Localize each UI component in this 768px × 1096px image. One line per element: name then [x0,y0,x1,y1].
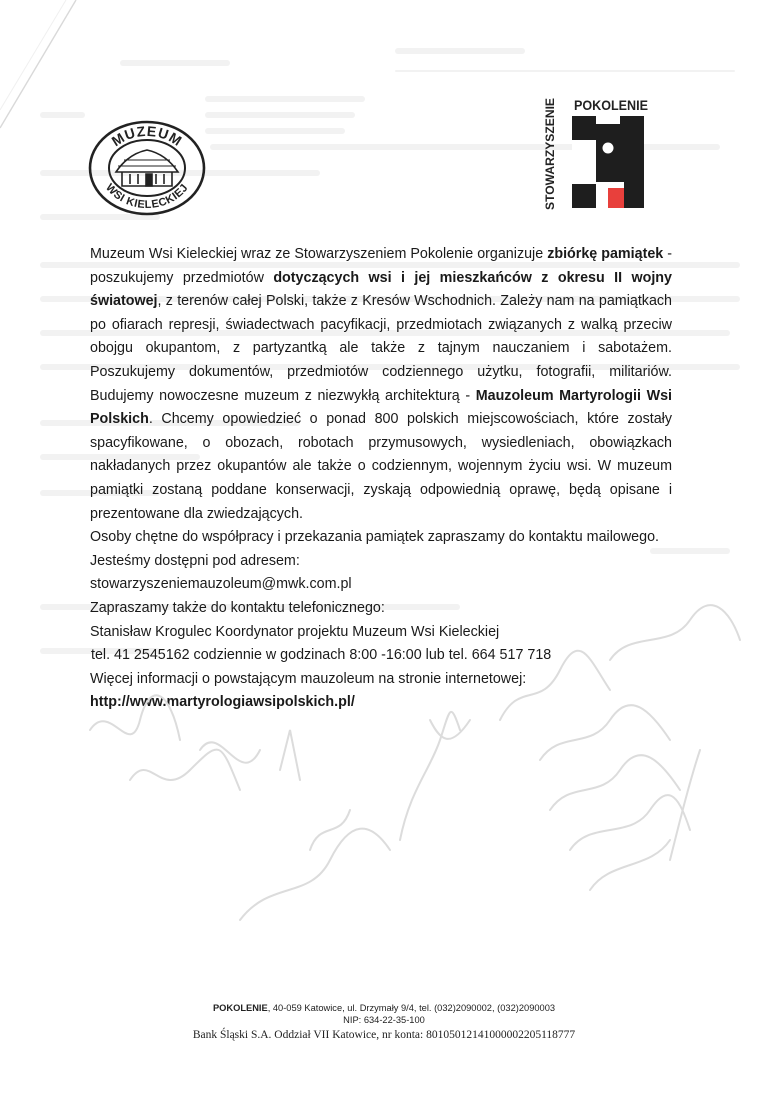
brand-vertical-text: STOWARZYSZENIE [545,103,557,210]
contact-email[interactable]: stowarzyszeniemauzoleum@mwk.com.pl [90,576,352,593]
museum-stamp-logo [88,120,206,216]
footer-address: , 40-059 Katowice, ul. Drzymały 9/4, tel. (032)2090002, (032)2090003 [267,1003,556,1013]
faint-signatures [70,600,750,930]
footer-nip: NIP: 634-22-35-100 [343,1015,425,1025]
footer-bank: Bank Śląski S.A. Oddział VII Katowice, nr konta: 80105012141000002205118777 [192,1029,576,1041]
association-logo [545,96,650,212]
phone-line: tel. 41 2545162 codziennie w godzinach 8:00 -16:00 lub tel. 664 517 718 [91,647,552,664]
letterhead-footer [0,1002,768,1043]
more-info-line: Więcej informacji o powstającym mauzoleum na stronie internetowej: [90,670,527,687]
paper-fold-mark [0,0,90,140]
brand-horizontal-text: POKOLENIE [574,98,648,113]
contact-invite: Osoby chętne do współpracy i przekazania pamiątek zapraszamy do kontaktu mailowego. [90,529,659,546]
museum-ring-bottom-text: WSI KIELECKIEJ [103,181,191,212]
website-link[interactable]: http://www.martyrologiawsipolskich.pl/ [90,694,355,711]
coordinator-line: Stanisław Krogulec Koordynator projektu Muzeum Wsi Kieleckiej [90,623,500,640]
address-intro: Jesteśmy dostępni pod adresem: [90,552,300,569]
footer-org-name: POKOLENIE [212,1003,268,1013]
brand-accent-square [608,188,624,208]
museum-ring-top-text: MUZEUM [108,122,186,150]
footer-address-line [0,1002,768,1014]
intro-paragraph: Muzeum Wsi Kieleckiej wraz ze Stowarzyszeniem Pokolenie organizuje zbiórkę pamiątek - poszukujemy przedmiotów dotyczących wsi i jej mieszkańców z okresu II wojny światowej, z terenów całej Polski, także z Kresów Wschodnich. Zależy nam na pamiątkach po ofiarach represji, świadectwach pacyfikacji, przedmiotach związanych z walką przeciw obojgu okupantom, z partyzantką ale także z tajnym nauczaniem i sabotażem. Poszukujemy dokumentów, przedmiotów codziennego użytku, fotografii, militariów. Budujemy nowoczesne muzeum z niezwykłą architekturą - Mauzoleum Martyrologii Wsi Polskich. Chcemy opowiedzieć o ponad 800 polskich miejscowościach, które zostały spacyfikowane, o obozach, robotach przymusowych, wysiedleniach, obowiązkach nakładanych przez okupantów ale także o codziennym, wojennym życiu wsi. W muzeum pamiątki zostaną poddane konserwacji, zyskają odpowiednią oprawę, będą opisane i prezentowane dla zwiedzających. [90,246,673,522]
phone-intro: Zapraszamy także do kontaktu telefonicznego: [90,599,385,616]
